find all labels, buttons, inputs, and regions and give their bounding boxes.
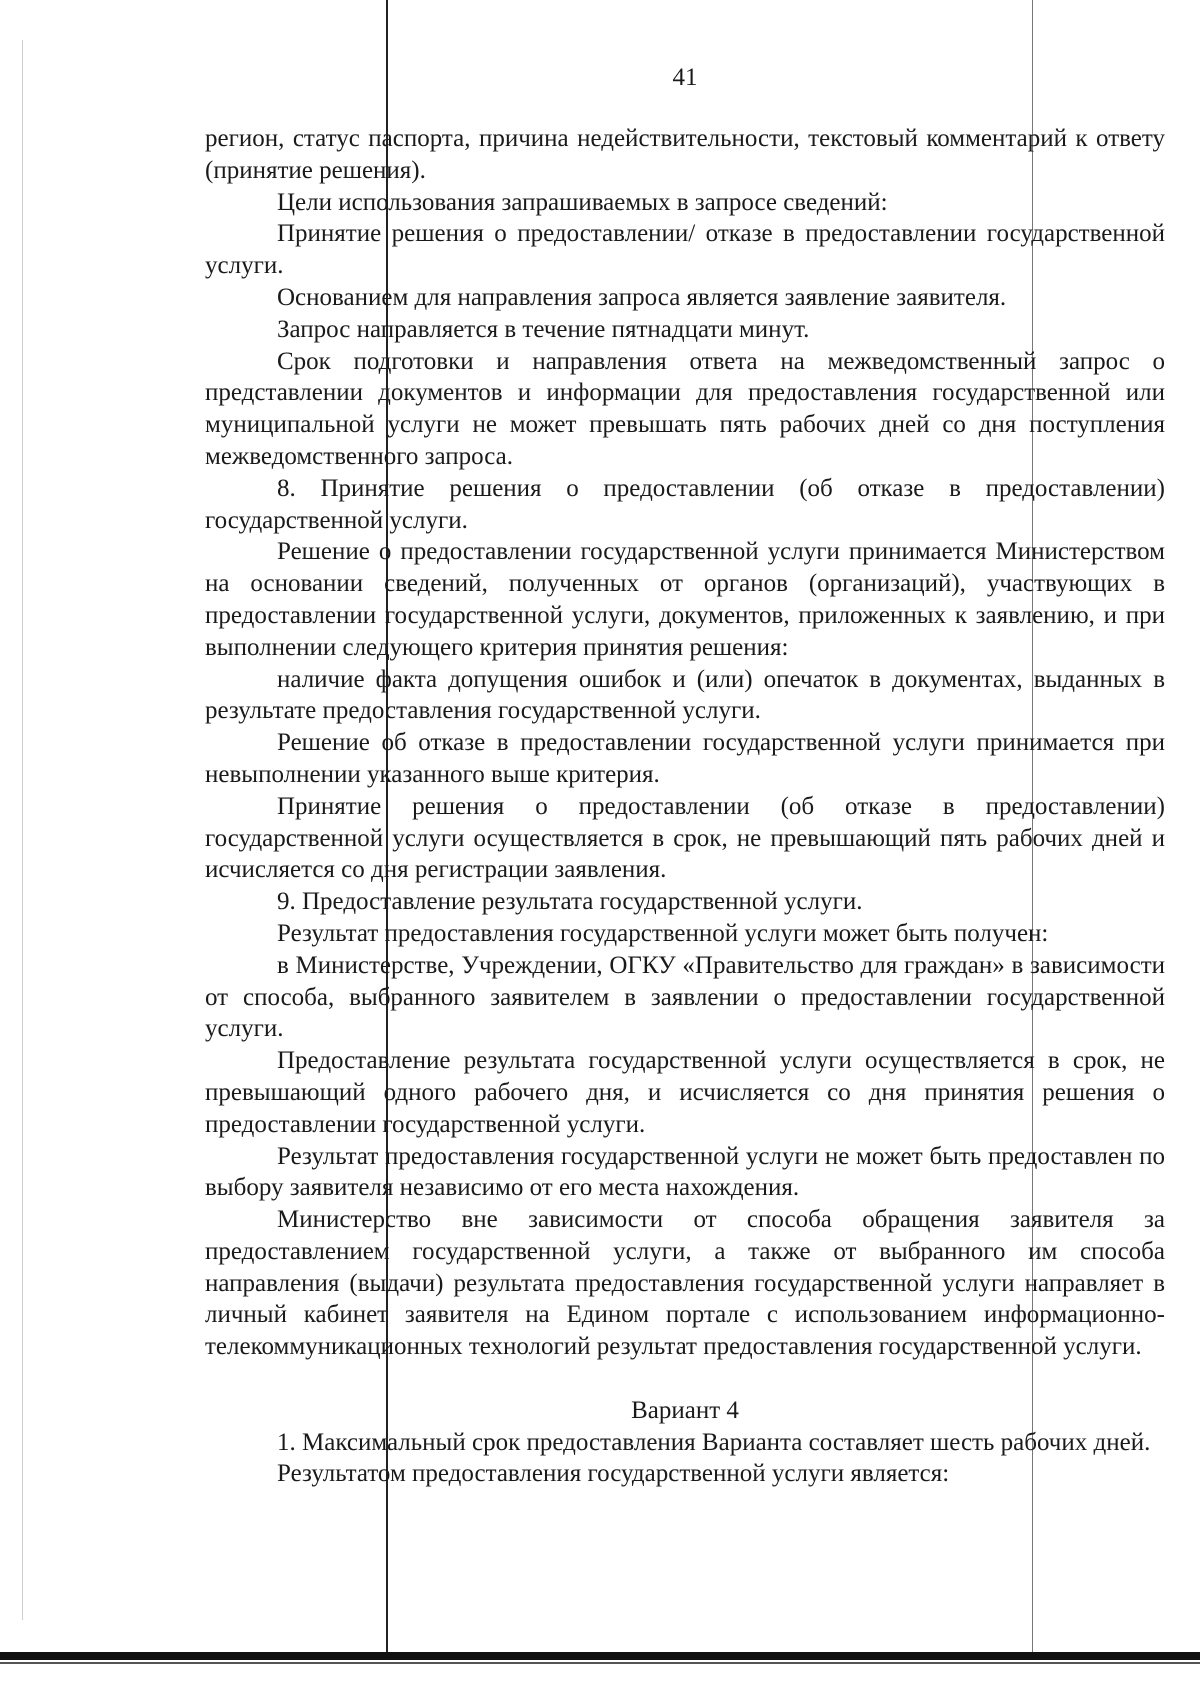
paragraph: 8. Принятие решения о предоставлении (об отказе в предоставлении) государственной услуги.	[205, 474, 1165, 534]
paragraph: Министерство вне зависимости от способа обращения заявителя за предоставлением государственной услуги, а также от выбранного им способа направления (выдачи) результата предоставления государственной услуги направляет в личный кабинет заявителя на Едином портале с использованием информационно-телекоммуникационных технологий результат предоставления государственной услуги.	[205, 1206, 1165, 1361]
paragraph: Результат предоставления государственной услуги не может быть предоставлен по выбору заявителя независимо от его места нахождения.	[205, 1142, 1165, 1202]
paragraph: Запрос направляется в течение пятнадцати минут.	[277, 315, 810, 343]
scan-bottom-edge-thin	[0, 1662, 1200, 1664]
paragraph: Предоставление результата государственной услуги осуществляется в срок, не превышающий одного рабочего дня, и исчисляется со дня принятия решения о предоставлении государственной услуги.	[205, 1047, 1165, 1138]
paragraph: Решение об отказе в предоставлении государственной услуги принимается при невыполнении указанного выше критерия.	[205, 729, 1165, 788]
scan-bottom-edge	[0, 1652, 1200, 1660]
paragraph: наличие факта допущения ошибок и (или) опечаток в документах, выданных в результате предоставления государственной услуги.	[205, 665, 1165, 725]
paragraph: 1. Максимальный срок предоставления Варианта составляет шесть рабочих дней.	[277, 1428, 1151, 1456]
document-body	[205, 123, 1165, 1490]
paragraph: Решение о предоставлении государственной услуги принимается Министерством на основании сведений, полученных от органов (организаций), участвующих в предоставлении государственной услуги, документов, приложенных к заявлению, и при выполнении следующего критерия принятия решения:	[205, 538, 1165, 661]
paragraph: Основанием для направления запроса является заявление заявителя.	[277, 283, 1007, 311]
paragraph: Цели использования запрашиваемых в запросе сведений:	[277, 188, 888, 216]
paragraph: 9. Предоставление результата государственной услуги.	[277, 888, 863, 916]
paragraph: Результатом предоставления государственной услуги является:	[277, 1460, 950, 1488]
paragraph: в Министерстве, Учреждении, ОГКУ «Правительство для граждан» в зависимости от способа, выбранного заявителем в заявлении о предоставлении государственной услуги.	[205, 951, 1165, 1043]
paragraph: регион, статус паспорта, причина недействительности, текстовый комментарий к ответу (принятие решения).	[205, 125, 1165, 184]
paragraph: Срок подготовки и направления ответа на межведомственный запрос о представлении документов и информации для предоставления государственной или муниципальной услуги не может превышать пять рабочих дней со дня поступления межведомственного запроса.	[205, 347, 1165, 470]
paragraph: Результат предоставления государственной услуги может быть получен:	[277, 919, 1049, 947]
paragraph: Принятие решения о предоставлении (об отказе в предоставлении) государственной услуги осуществляется в срок, не превышающий пять рабочих дней и исчисляется со дня регистрации заявления.	[205, 792, 1165, 884]
scan-edge-line	[22, 40, 23, 1620]
section-heading: Вариант 4	[631, 1396, 739, 1424]
paragraph: Принятие решения о предоставлении/ отказе в предоставлении государственной услуги.	[205, 220, 1165, 280]
page-number: 41	[672, 64, 698, 91]
